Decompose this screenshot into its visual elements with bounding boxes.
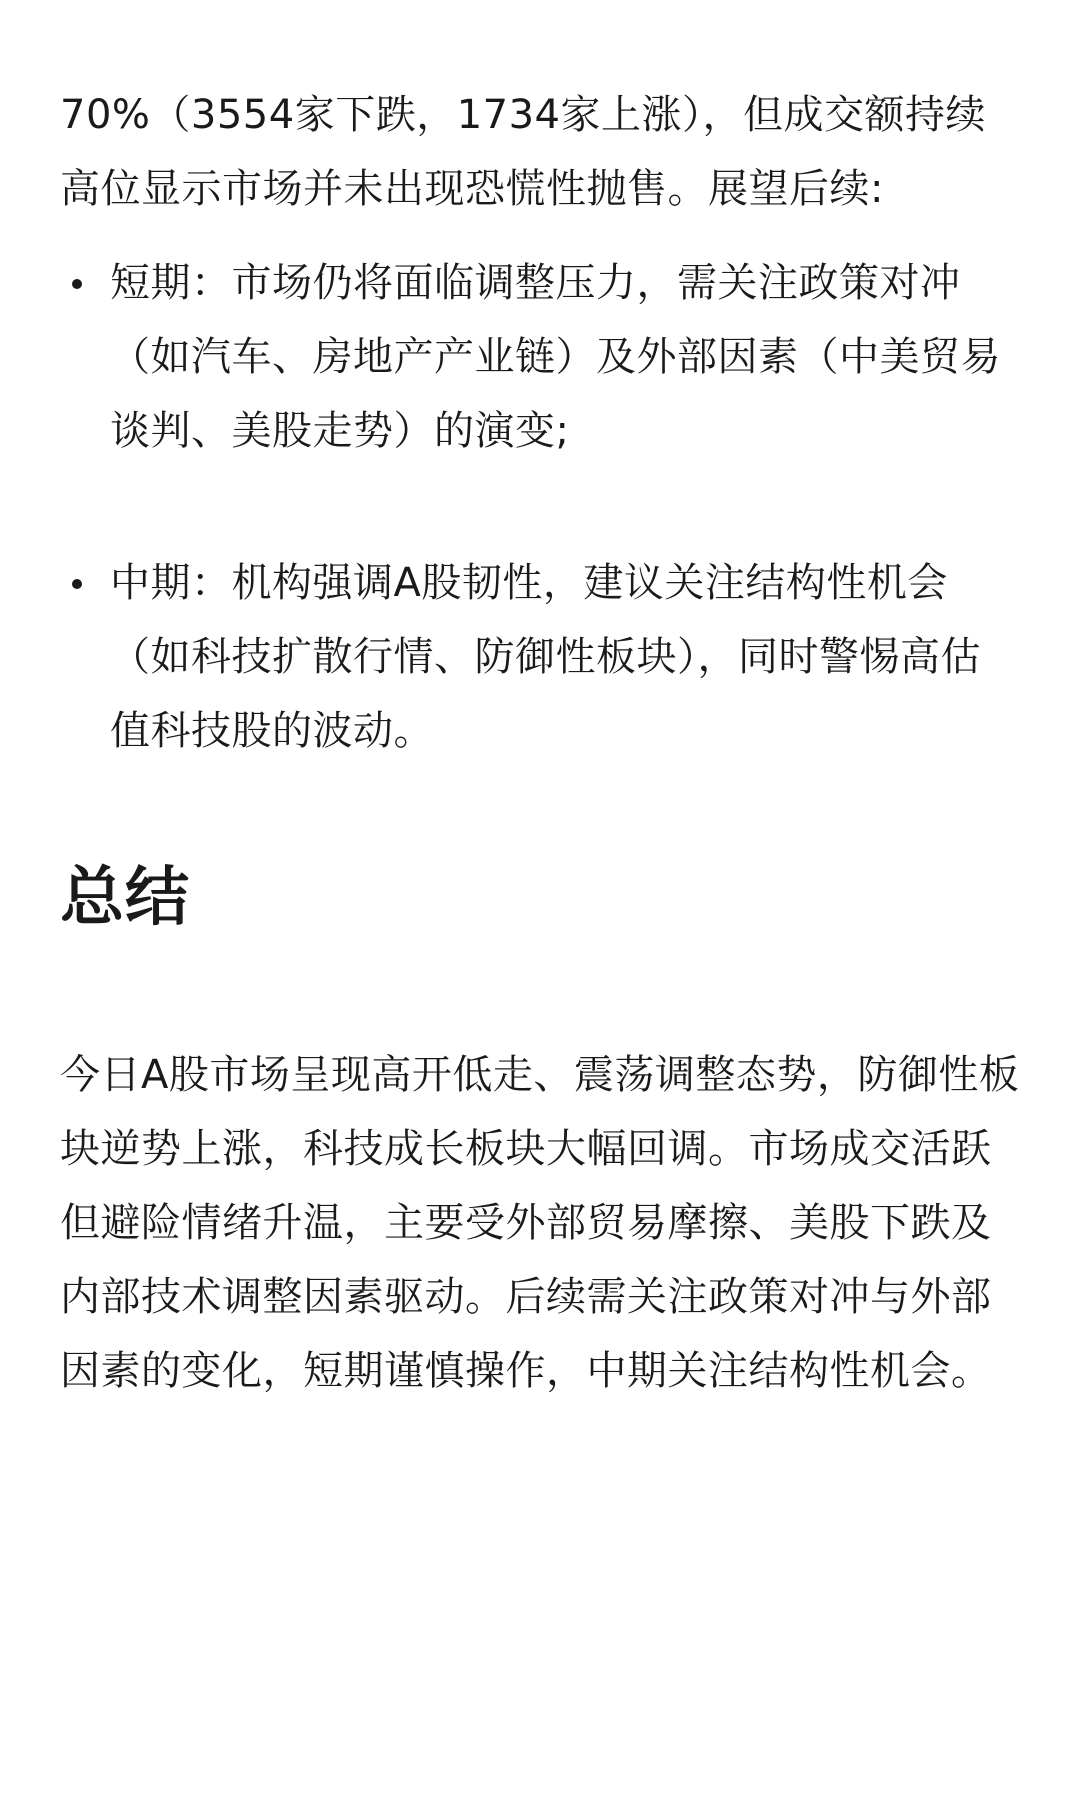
bullet-dot-icon [72, 579, 82, 589]
bullet-dot-icon [72, 279, 82, 289]
outlook-item-short-term [60, 246, 1020, 468]
outlook-list [60, 246, 1020, 768]
outlook-item-text: 短期：市场仍将面临调整压力，需关注政策对冲（如汽车、房地产产业链）及外部因素（中美贸易谈判、美股走势）的演变; [110, 260, 1001, 454]
intro-paragraph: 70%（3554家下跌，1734家上涨），但成交额持续高位显示市场并未出现恐慌性抛售。展望后续: [60, 92, 986, 212]
summary-heading: 总结 [60, 861, 190, 935]
article-content [60, 78, 1020, 1408]
summary-paragraph: 今日A股市场呈现高开低走、震荡调整态势，防御性板块逆势上涨，科技成长板块大幅回调。市场成交活跃但避险情绪升温，主要受外部贸易摩擦、美股下跌及内部技术调整因素驱动。后续需关注政策对冲与外部因素的变化，短期谨慎操作，中期关注结构性机会。 [60, 1052, 1020, 1394]
outlook-item-mid-term [60, 546, 1020, 768]
outlook-item-text: 中期：机构强调A股韧性，建议关注结构性机会（如科技扩散行情、防御性板块），同时警惕高估值科技股的波动。 [110, 560, 981, 754]
